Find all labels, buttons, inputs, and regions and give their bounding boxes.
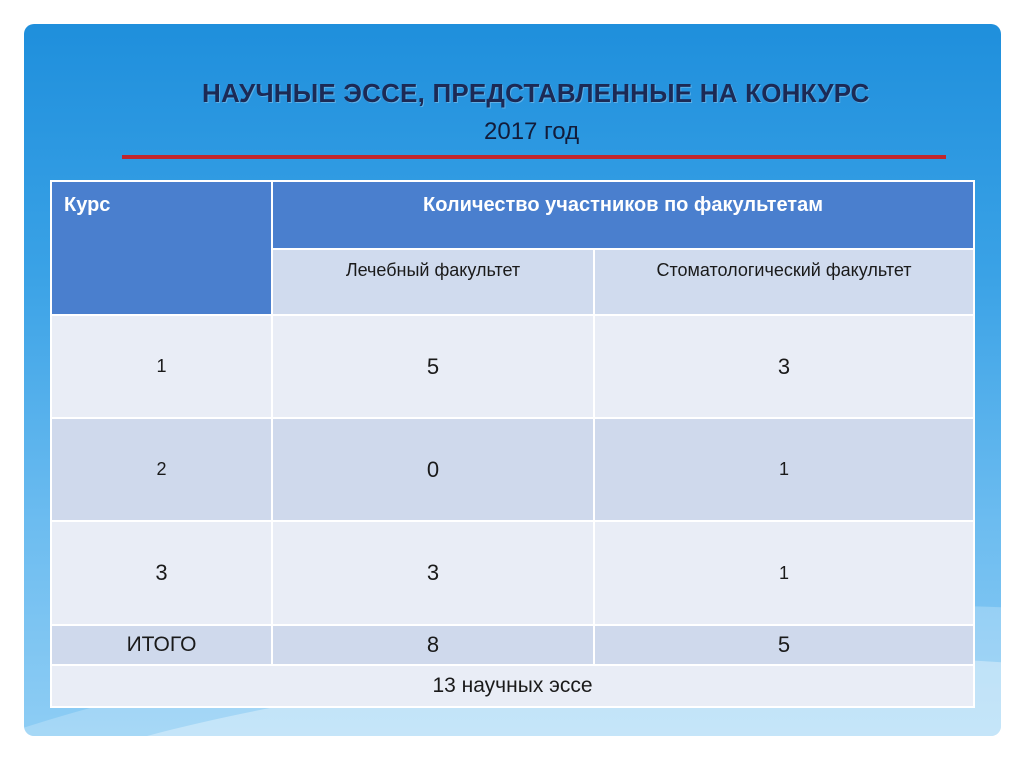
title-underline [122, 155, 946, 159]
slide-title: НАУЧНЫЕ ЭССЕ, ПРЕДСТАВЛЕННЫЕ НА КОНКУРС [202, 78, 870, 108]
cell-fac2: 1 [594, 521, 974, 625]
essays-table [50, 180, 975, 708]
cell-fac1: 5 [272, 315, 594, 418]
cell-fac2: 1 [594, 418, 974, 521]
cell-total-label: ИТОГО [51, 625, 272, 665]
header-kurs: Курс [51, 181, 272, 315]
header-faculty-count: Количество участников по факультетам [272, 181, 974, 249]
cell-summary: 13 научных эссе [51, 665, 974, 707]
cell-kurs: 3 [51, 521, 272, 625]
cell-fac2: 3 [594, 315, 974, 418]
table-header-row [51, 181, 974, 249]
cell-total-fac2: 5 [594, 625, 974, 665]
header-faculty-2: Стоматологический факультет [594, 249, 974, 315]
cell-kurs: 1 [51, 315, 272, 418]
slide-subtitle: 2017 год [484, 118, 580, 145]
table-total-row [51, 625, 974, 665]
table-summary-row [51, 665, 974, 707]
cell-fac1: 3 [272, 521, 594, 625]
cell-fac1: 0 [272, 418, 594, 521]
table-row [51, 418, 974, 521]
cell-total-fac1: 8 [272, 625, 594, 665]
header-faculty-1: Лечебный факультет [272, 249, 594, 315]
cell-kurs: 2 [51, 418, 272, 521]
table-row [51, 315, 974, 418]
table-row [51, 521, 974, 625]
